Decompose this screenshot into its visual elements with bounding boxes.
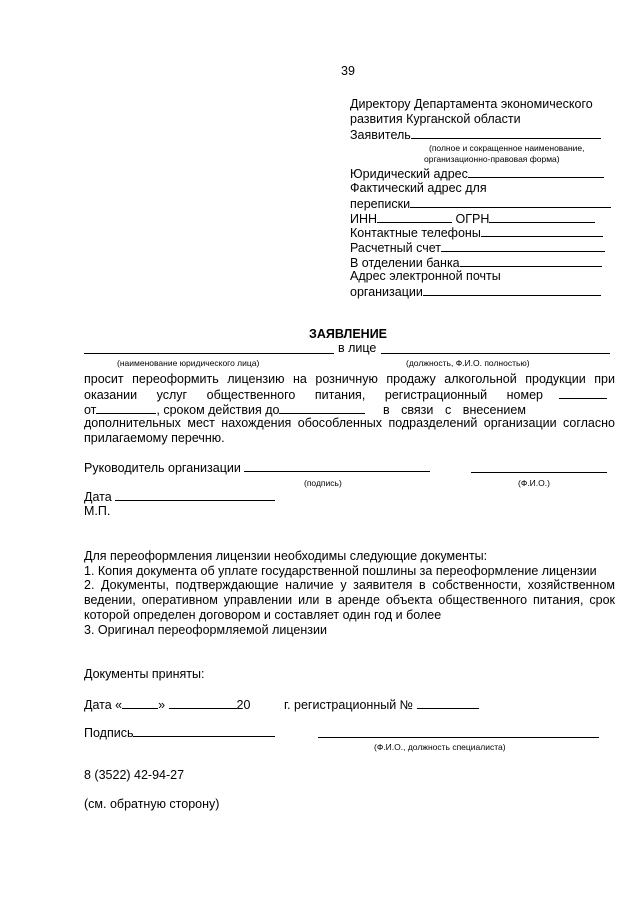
document-title: ЗАЯВЛЕНИЕ bbox=[309, 327, 388, 341]
accept-date-label: Дата « bbox=[84, 698, 123, 712]
inn-blank[interactable] bbox=[377, 211, 452, 223]
from-label: от bbox=[84, 403, 97, 417]
actual-address-label: Фактический адрес для bbox=[350, 181, 487, 195]
signature-label: Подпись bbox=[84, 726, 134, 740]
date-label: Дата bbox=[84, 490, 112, 504]
addressee-line-1: Директору Департамента экономического bbox=[350, 97, 593, 111]
body-line-4: дополнительных мест нахождения обособленных подразделений организации согласно bbox=[84, 416, 615, 430]
actual-address-blank[interactable] bbox=[410, 196, 611, 208]
signature-hint: (подпись) bbox=[304, 478, 342, 488]
in-person-label: в лице bbox=[338, 341, 377, 355]
phones-blank[interactable] bbox=[481, 225, 603, 237]
registration-field[interactable] bbox=[284, 697, 479, 713]
entity-name-blank[interactable] bbox=[84, 342, 334, 354]
from-date-blank[interactable] bbox=[96, 402, 156, 414]
applicant-field[interactable] bbox=[350, 127, 601, 143]
see-reverse-note: (см. обратную сторону) bbox=[84, 797, 220, 811]
docs-item-1: 1. Копия документа об уплате государственной пошлины за переоформление лицензии bbox=[84, 564, 597, 578]
bank-blank[interactable] bbox=[460, 255, 602, 267]
addressee-line-2: развития Курганской области bbox=[350, 112, 521, 126]
actual-address-label-2: переписки bbox=[350, 197, 411, 211]
stamp-place: М.П. bbox=[84, 504, 111, 518]
accept-year-label: 20 bbox=[236, 698, 251, 712]
accept-date-close: » bbox=[158, 698, 166, 712]
account-field[interactable] bbox=[350, 240, 605, 256]
legal-address-blank[interactable] bbox=[468, 166, 604, 178]
email-blank[interactable] bbox=[423, 284, 601, 296]
specialist-hint: (Ф.И.О., должность специалиста) bbox=[374, 742, 506, 752]
position-hint: (должность, Ф.И.О. полностью) bbox=[406, 358, 530, 368]
position-fio-blank[interactable] bbox=[381, 342, 610, 354]
body-line-2 bbox=[84, 387, 615, 403]
specialist-signature-blank[interactable] bbox=[133, 725, 275, 737]
head-field[interactable] bbox=[84, 460, 430, 476]
applicant-blank[interactable] bbox=[411, 127, 601, 139]
specialist-signature-field[interactable] bbox=[84, 725, 275, 741]
registration-blank[interactable] bbox=[417, 697, 479, 709]
docs-item-3: 3. Оригинал переоформляемой лицензии bbox=[84, 623, 327, 637]
account-blank[interactable] bbox=[441, 240, 605, 252]
ogrn-label: ОГРН bbox=[455, 212, 490, 226]
applicant-hint-1: (полное и сокращенное наименование, bbox=[429, 143, 585, 153]
head-fio-blank[interactable] bbox=[471, 461, 607, 473]
due-to-label: в связи с внесением bbox=[382, 403, 526, 417]
fio-hint: (Ф.И.О.) bbox=[518, 478, 550, 488]
date-field[interactable] bbox=[84, 489, 275, 505]
email-label-2: организации bbox=[350, 285, 423, 299]
accepted-label: Документы приняты: bbox=[84, 667, 205, 681]
docs-item-2-line-1: 2. Документы, подтверждающие наличие у заявителя в собственности, хозяйственном bbox=[84, 578, 615, 592]
legal-address-field[interactable] bbox=[350, 166, 604, 182]
actual-address-field[interactable] bbox=[350, 196, 611, 212]
legal-address-label: Юридический адрес bbox=[350, 167, 468, 181]
page-number: 39 bbox=[341, 64, 355, 78]
email-field[interactable] bbox=[350, 284, 601, 300]
inn-label: ИНН bbox=[350, 212, 378, 226]
body-line-5: прилагаемому перечню. bbox=[84, 431, 225, 445]
docs-item-2-line-2: ведении, оперативном управлении или в аренде объекта общественного питания, срок bbox=[84, 593, 615, 607]
docs-item-2-line-3: которой определен договором и составляет один год и более bbox=[84, 608, 442, 622]
validity-date-blank[interactable] bbox=[279, 402, 365, 414]
specialist-fio-blank[interactable] bbox=[318, 726, 599, 738]
reg-number-blank[interactable] bbox=[559, 387, 607, 399]
registration-label: регистрационный № bbox=[294, 698, 414, 712]
ogrn-blank[interactable] bbox=[489, 211, 595, 223]
applicant-hint-2: организационно-правовая форма) bbox=[424, 154, 560, 164]
email-label: Адрес электронной почты bbox=[350, 269, 501, 283]
body-line-2-text: оказании услуг общественного питания, регистрационный номер bbox=[84, 388, 543, 402]
bank-label: В отделении банка bbox=[350, 256, 460, 270]
date-blank[interactable] bbox=[115, 489, 275, 501]
head-label: Руководитель организации bbox=[84, 461, 241, 475]
validity-label: , сроком действия до bbox=[156, 403, 280, 417]
head-signature-blank[interactable] bbox=[244, 460, 430, 472]
docs-intro: Для переоформления лицензии необходимы следующие документы: bbox=[84, 549, 488, 563]
accept-date-field[interactable] bbox=[84, 697, 250, 713]
entity-hint: (наименование юридического лица) bbox=[117, 358, 260, 368]
account-label: Расчетный счет bbox=[350, 241, 441, 255]
phones-field[interactable] bbox=[350, 225, 603, 241]
applicant-label: Заявитель bbox=[350, 128, 411, 142]
phones-label: Контактные телефоны bbox=[350, 226, 481, 240]
accept-month-blank[interactable] bbox=[169, 697, 237, 709]
accept-day-blank[interactable] bbox=[122, 697, 158, 709]
g-label: г. bbox=[284, 698, 291, 712]
contact-phone: 8 (3522) 42-94-27 bbox=[84, 768, 185, 782]
body-line-1: просит переоформить лицензию на розничную продажу алкогольной продукции при bbox=[84, 372, 615, 386]
